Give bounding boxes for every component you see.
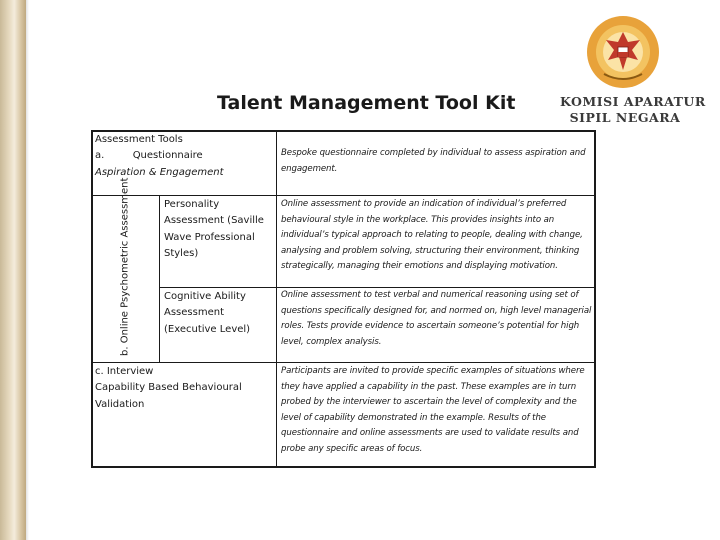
logo-text-line2: SIPIL NEGARA [569, 110, 681, 125]
personality-assessment-label: Personality Assessment (Saville Wave Professional Styles) [164, 199, 264, 260]
interview-label: c. Interview [95, 366, 154, 377]
header-cell [95, 132, 273, 181]
interview-subtitle: Capability Based Behavioural Validation [95, 382, 242, 410]
questionnaire-subtitle: Aspiration & Engagement [95, 166, 224, 178]
online-assessment-group [91, 177, 159, 356]
questionnaire-prefix: a. [95, 150, 105, 162]
row-divider-3 [91, 362, 596, 363]
interview-description: Participants are invited to provide specific examples of situations where they have applied a capability in the past. These examples are in turn probed by the interviewer to ascertain the level of complexity and the level of capability demonstrated in the example. Results of the questionnaire and online assessments are used to validate results and probe any specific areas of focus. [281, 366, 585, 454]
online-assessment-group-label: b. Online Psychometric Assessment [119, 177, 131, 356]
column-divider-main [276, 130, 277, 468]
logo-text-line1: KOMISI APARATUR [560, 94, 706, 109]
cognitive-assessment-label: Cognitive Ability Assessment (Executive Level) [164, 291, 251, 335]
table-heading: Assessment Tools [95, 134, 183, 145]
interview-cell [95, 364, 271, 413]
decorative-side-stripe [0, 0, 26, 540]
personality-assessment-description: Online assessment to provide an indication of individual’s preferred behavioural style in the workplace. This provides insights into an individual’s typical approach to relating to people, dealing with change, analysing and problem solving, structuring their environment, thinking strategically, managing their emotions and displaying motivation. [281, 199, 583, 272]
questionnaire-label: Questionnaire [132, 150, 203, 162]
page-title: Talent Management Tool Kit [217, 92, 516, 114]
questionnaire-description: Bespoke questionnaire completed by individual to assess aspiration and engagement. [281, 148, 586, 174]
garuda-emblem-icon [584, 14, 662, 90]
questionnaire-title [95, 148, 273, 164]
column-divider-group [159, 195, 160, 362]
row-divider-1 [91, 195, 596, 196]
cognitive-assessment-description: Online assessment to test verbal and numerical reasoning using set of questions specifically designed for, and normed on, high level managerial roles. Tests provide evidence to ascertain someone’s potential for high level, complex analysis. [281, 290, 592, 347]
kasn-logo [560, 14, 706, 134]
